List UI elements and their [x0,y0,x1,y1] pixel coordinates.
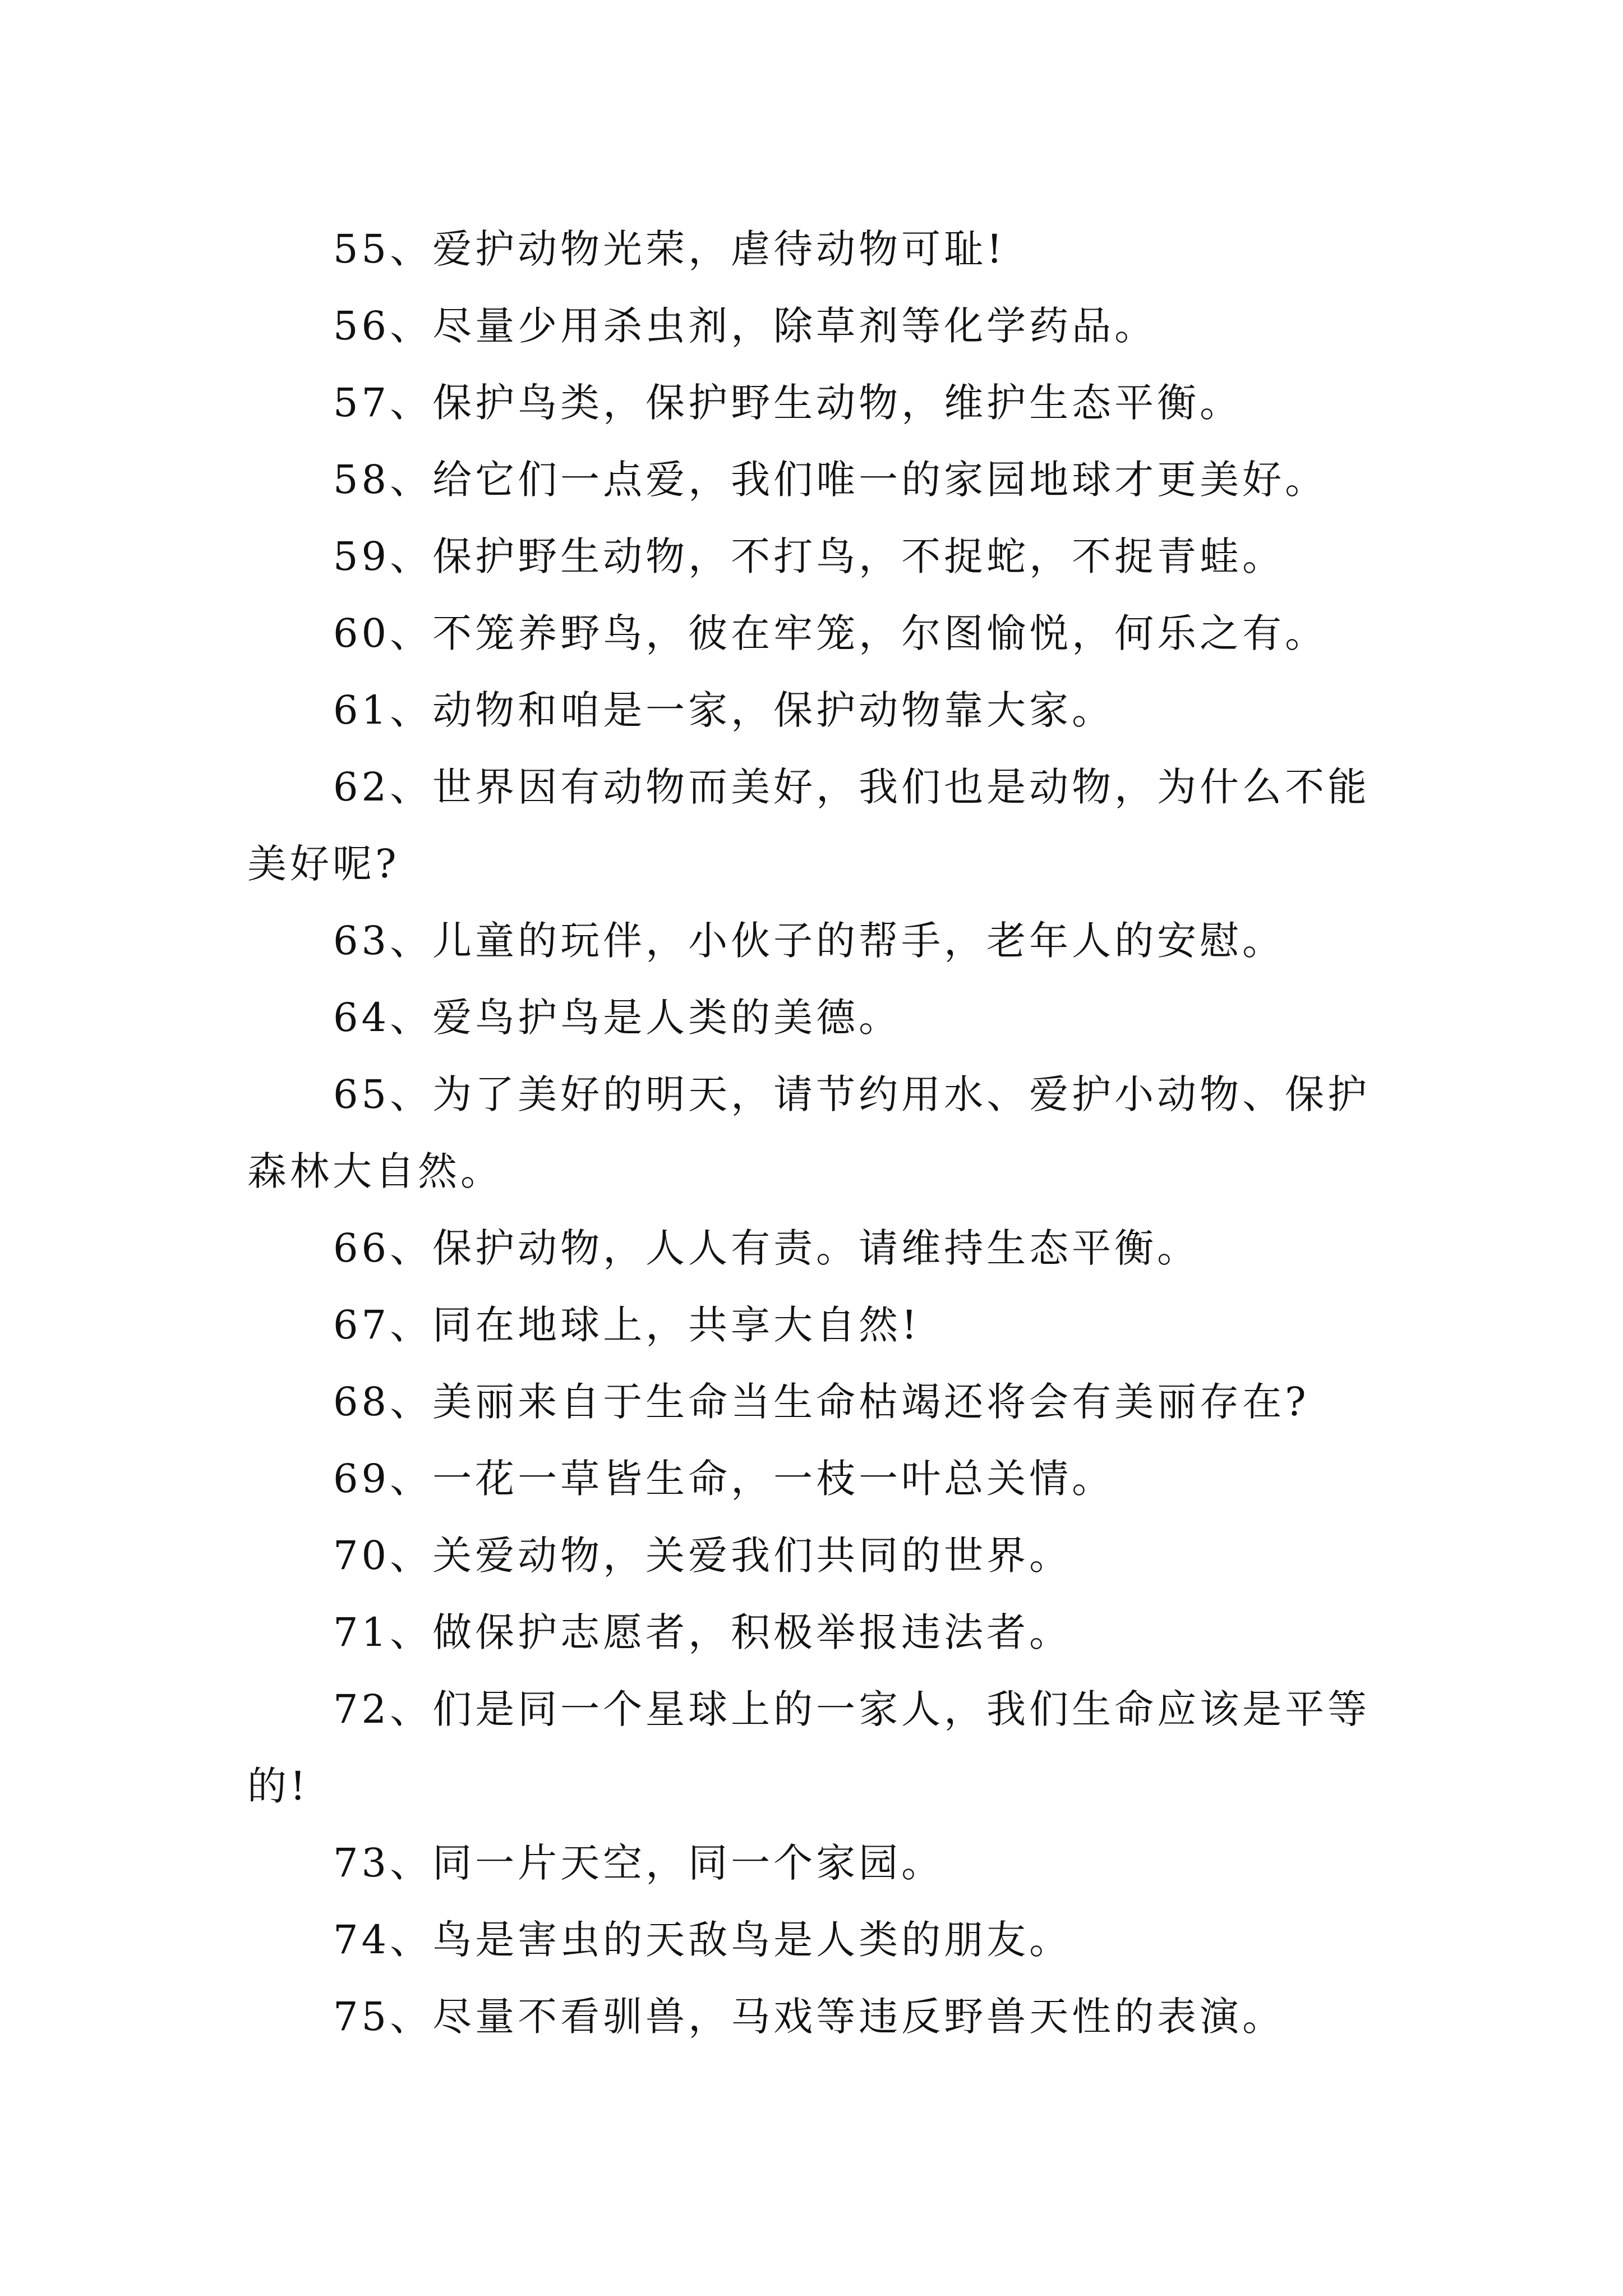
list-item: 55、爱护动物光荣，虐待动物可耻! [333,226,1006,272]
list-item: 69、一花一草皆生命，一枝一叶总关情。 [333,1456,1115,1502]
list-item: 66、保护动物，人人有责。请维持生态平衡。 [333,1225,1200,1271]
slogan-list [247,211,1391,2055]
list-item: 63、儿童的玩伴，小伙子的帮手，老年人的安慰。 [333,918,1285,964]
list-item: 68、美丽来自于生命当生命枯竭还将会有美丽存在? [333,1379,1310,1425]
list-item: 64、爱鸟护鸟是人类的美德。 [333,995,902,1041]
list-item: 72、们是同一个星球上的一家人，我们生命应该是平等的! [247,1686,1371,1809]
list-item: 61、动物和咱是一家，保护动物靠大家。 [333,687,1115,733]
list-item: 71、做保护志愿者，积极举报违法者。 [333,1609,1072,1655]
list-item: 74、鸟是害虫的天敌鸟是人类的朋友。 [333,1917,1072,1963]
list-item: 62、世界因有动物而美好，我们也是动物，为什么不能美好呢? [247,764,1371,887]
list-item: 75、尽量不看驯兽，马戏等违反野兽天性的表演。 [333,1994,1285,2040]
list-item: 57、保护鸟类，保护野生动物，维护生态平衡。 [333,380,1243,426]
list-item: 73、同一片天空，同一个家园。 [333,1840,944,1886]
list-item: 65、为了美好的明天，请节约用水、爱护小动物、保护森林大自然。 [247,1071,1371,1194]
list-item: 59、保护野生动物，不打鸟，不捉蛇，不捉青蛙。 [333,533,1285,579]
list-item: 58、给它们一点爱，我们唯一的家园地球才更美好。 [333,457,1328,503]
list-item: 60、不笼养野鸟，彼在牢笼，尔图愉悦，何乐之有。 [333,610,1328,656]
list-item: 67、同在地球上，共享大自然! [333,1302,921,1348]
list-item: 70、关爱动物，关爱我们共同的世界。 [333,1533,1072,1579]
list-item: 56、尽量少用杀虫剂，除草剂等化学药品。 [333,303,1158,349]
